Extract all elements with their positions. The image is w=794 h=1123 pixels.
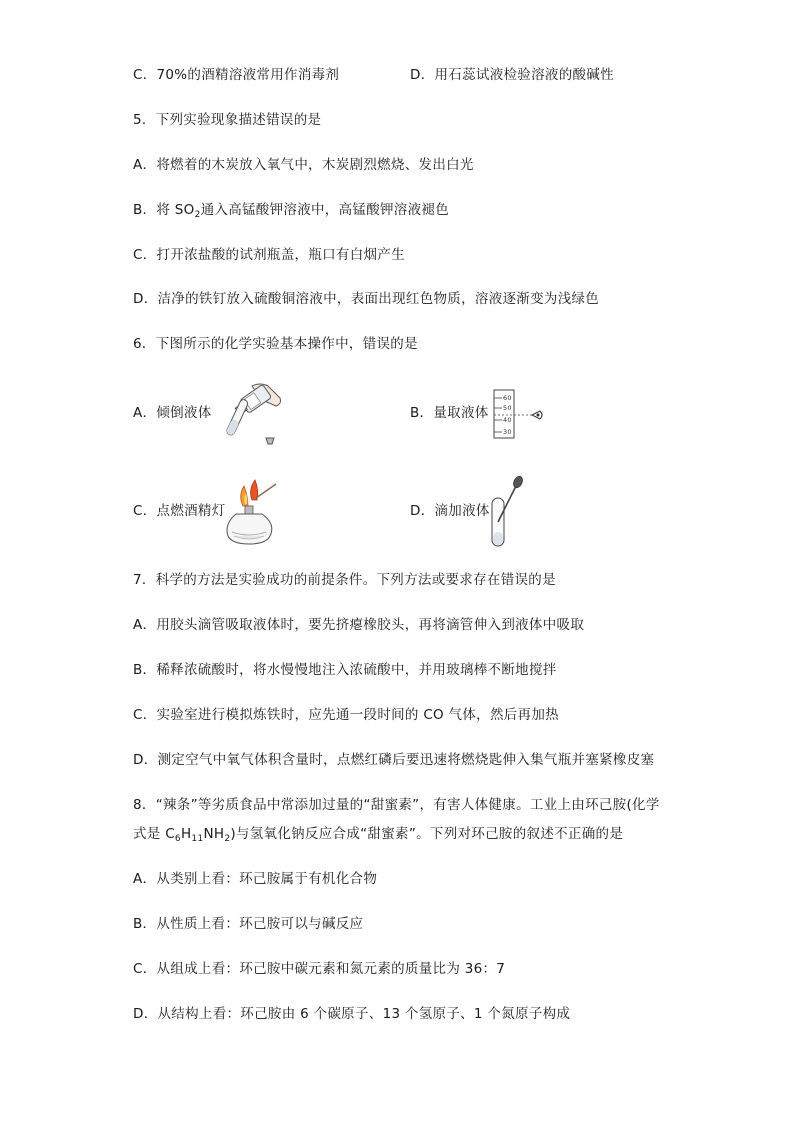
q6-option-d: D．滴加液体 bbox=[410, 503, 490, 519]
q8-stem-line2: 式是 $C_6H_{11}NH_2$)与氢氧化钠反应合成“甜蜜素”。下列对环己胺的叙述不正确的是 bbox=[133, 826, 624, 844]
q7-option-a: A．用胶头滴管吸取液体时，要先挤瘪橡胶头，再将滴管伸入到液体中吸取 bbox=[133, 617, 585, 633]
q6-option-a: A．倾倒液体 bbox=[133, 405, 212, 421]
q7-option-c: C．实验室进行模拟炼铁时，应先通一段时间的 CO 气体，然后再加热 bbox=[133, 707, 559, 723]
dropper-illustration bbox=[488, 476, 528, 548]
q6-option-b: B．量取液体 bbox=[410, 405, 489, 421]
q6-option-c: C．点燃酒精灯 bbox=[133, 503, 226, 519]
q4-option-c: C．70%的酒精溶液常用作消毒剂 bbox=[133, 67, 340, 83]
q5-option-c: C．打开浓盐酸的试剂瓶盖，瓶口有白烟产生 bbox=[133, 247, 405, 263]
q7-option-d: D．测定空气中氧气体积含量时，点燃红磷后要迅速将燃烧匙伸入集气瓶并塞紧橡皮塞 bbox=[133, 752, 655, 768]
q4-option-d: D．用石蕊试液检验溶液的酸碱性 bbox=[410, 67, 614, 83]
q7-option-b: B．稀释浓硫酸时，将水慢慢地注入浓硫酸中，并用玻璃棒不断地搅拌 bbox=[133, 662, 557, 678]
tick-label-60: 60 bbox=[503, 394, 512, 402]
q5-option-a: A．将燃着的木炭放入氧气中，木炭剧烈燃烧、发出白光 bbox=[133, 157, 474, 173]
q8-option-b: B．从性质上看：环己胺可以与碱反应 bbox=[133, 916, 364, 932]
q8-option-a: A．从类别上看：环己胺属于有机化合物 bbox=[133, 871, 378, 887]
q5-option-d: D．洁净的铁钉放入硫酸铜溶液中，表面出现红色物质，溶液逐渐变为浅绿色 bbox=[133, 291, 600, 307]
measuring-cylinder-illustration bbox=[490, 388, 546, 440]
q6-stem: 6．下图所示的化学实验基本操作中，错误的是 bbox=[133, 336, 418, 352]
tick-label-30: 30 bbox=[503, 428, 512, 436]
tick-label-50: 50 bbox=[503, 404, 512, 412]
tick-label-40: 40 bbox=[503, 416, 512, 424]
q5-option-b: B．将 $SO_2$通入高锰酸钾溶液中，高锰酸钾溶液褪色 bbox=[133, 202, 449, 220]
q8-option-d: D．从结构上看：环己胺由 6 个碳原子、13 个氢原子、1 个氮原子构成 bbox=[133, 1006, 571, 1022]
q5-stem: 5．下列实验现象描述错误的是 bbox=[133, 112, 322, 128]
alcohol-lamp-illustration bbox=[226, 478, 280, 546]
q8-option-c: C．从组成上看：环己胺中碳元素和氮元素的质量比为 36：7 bbox=[133, 961, 506, 977]
q7-stem: 7．科学的方法是实验成功的前提条件。下列方法或要求存在错误的是 bbox=[133, 572, 556, 588]
pouring-liquid-illustration bbox=[214, 380, 286, 448]
q8-stem-line1: 8．“辣条”等劣质食品中常添加过量的“甜蜜素”，有害人体健康。工业上由环己胺(化学 bbox=[133, 797, 660, 813]
